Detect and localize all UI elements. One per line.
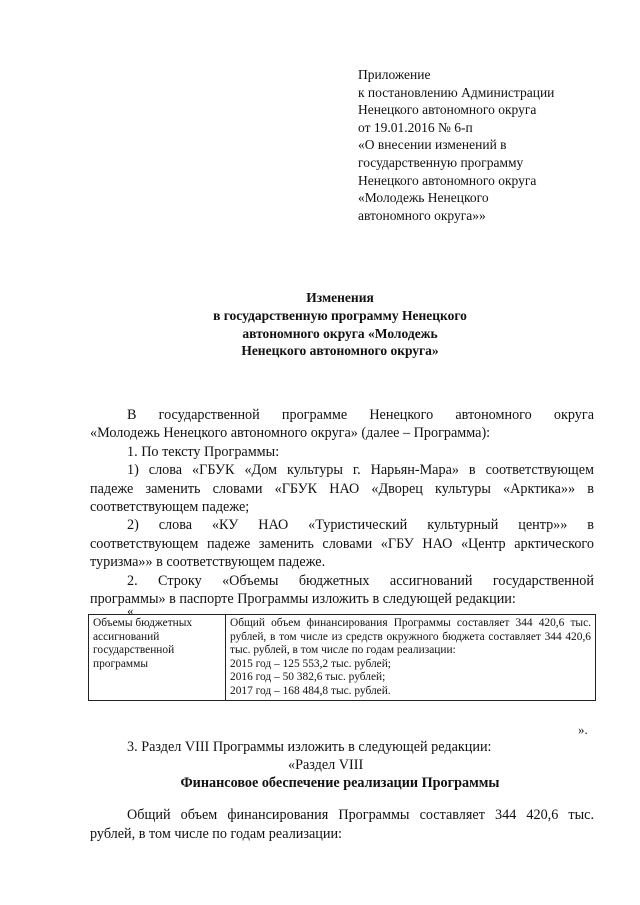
appendix-line: автономного округа»» <box>358 207 486 223</box>
intro-line-2: «Молодежь Ненецкого автономного округа» (далее – Программа): <box>90 425 491 442</box>
year-row: 2017 год – 168 484,8 тыс. рублей. <box>230 684 391 697</box>
appendix-line: «О внесении изменений в <box>358 137 507 153</box>
item-1-1-line-3: соответствующем падеже; <box>90 499 250 516</box>
item-1-1-line-1: 1) слова «ГБУК «Дом культуры г. Нарьян-Мара» в соответствующем <box>127 462 594 479</box>
title-line: Ненецкого автономного округа» <box>241 343 439 359</box>
year-row: 2016 год – 50 382,6 тыс. рублей; <box>230 671 386 684</box>
appendix-line: государственную программу <box>358 154 524 170</box>
final-paragraph <box>90 806 594 843</box>
item-1-2-line-1: 2) слова «КУ НАО «Туристический культурный центр»» в <box>127 517 594 534</box>
item-3: 3. Раздел VIII Программы изложить в следующей редакции: <box>127 739 492 755</box>
appendix-header <box>358 66 628 224</box>
table-value-text: Общий объем финансирования Программы составляет 344 420,6 тыс. рублей, в том числе из средств окружного бюджета составляет 344 420,6 тыс. рублей, в том числе по годам реализации: <box>230 617 591 657</box>
quote-open: « <box>127 603 134 618</box>
section-label: «Раздел VIII <box>288 757 364 773</box>
appendix-line: Ненецкого автономного округа <box>358 102 537 118</box>
table-value-cell <box>226 615 596 701</box>
final-line-1: Общий объем финансирования Программы составляет 344 420,6 тыс. <box>127 807 594 823</box>
item-1-1-line-2: падеже заменить словами «ГБУК НАО «Дворец культуры «Арктика»» в <box>90 480 594 497</box>
table-row <box>89 615 596 701</box>
item-2-line-2: программы» в паспорте Программы изложить в следующей редакции: <box>90 591 516 608</box>
appendix-line: от 19.01.2016 № 6-п <box>358 119 473 135</box>
item-1-2-line-2: соответствующем падеже заменить словами «ГБУ НАО «Центр арктического <box>90 535 594 552</box>
budget-table <box>88 614 596 701</box>
item-1: 1. По тексту Программы: <box>127 443 280 460</box>
item-1-2-line-3: туризма»» в соответствующем падеже. <box>90 554 326 571</box>
section-title: Финансовое обеспечение реализации Программы <box>180 775 500 791</box>
item-2-line-1: 2. Строку «Объемы бюджетных ассигнований государственной <box>127 572 594 589</box>
table-label-cell: Объемы бюджетных ассигнований государственной программы <box>89 615 226 701</box>
quote-close: ». <box>578 722 588 737</box>
appendix-line: Ненецкого автономного округа <box>358 172 537 188</box>
title-line: в государственную программу Ненецкого <box>213 307 467 323</box>
title-line: автономного округа «Молодежь <box>242 325 438 341</box>
document-title <box>90 289 590 360</box>
appendix-line: «Молодежь Ненецкого <box>358 190 489 206</box>
document-body <box>90 406 594 608</box>
year-row: 2015 год – 125 553,2 тыс. рублей; <box>230 657 391 670</box>
appendix-line: Приложение <box>358 67 431 82</box>
title-line: Изменения <box>306 290 374 305</box>
appendix-line: к постановлению Администрации <box>358 84 555 100</box>
intro-line-1: В государственной программе Ненецкого автономного округа <box>127 407 594 423</box>
final-line-2: рублей, в том числе по годам реализации: <box>90 825 342 842</box>
